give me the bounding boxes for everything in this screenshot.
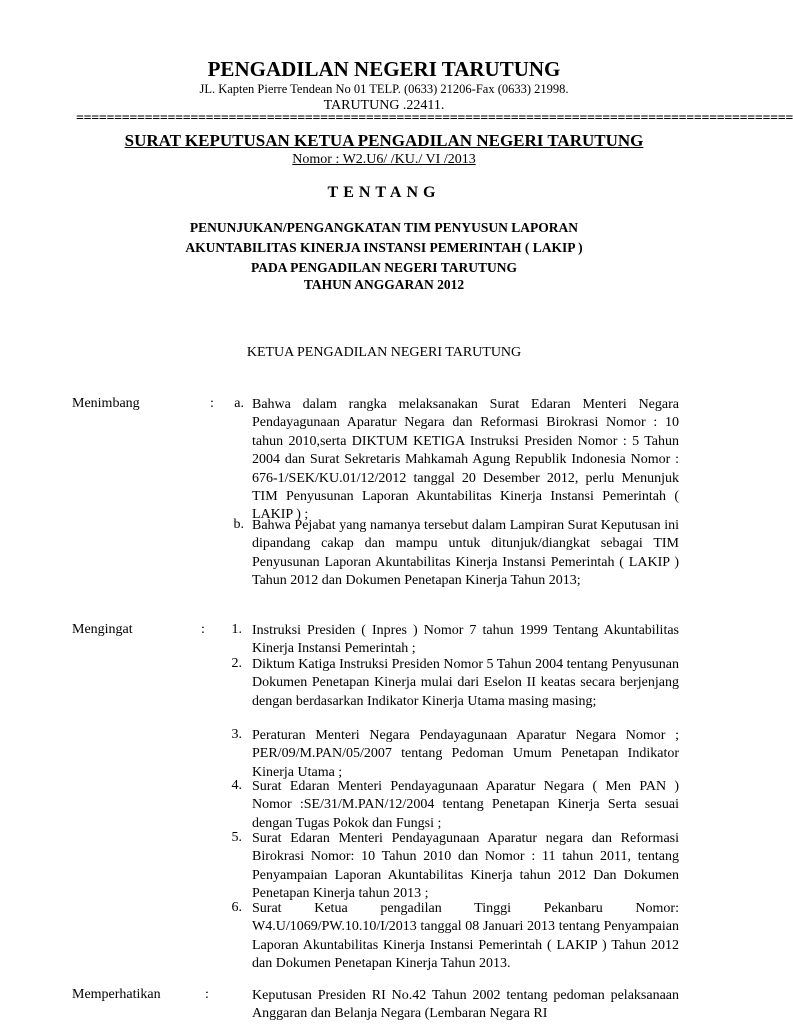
- header-divider: ==============================================================================================: [76, 111, 793, 126]
- tentang-heading: TENTANG: [327, 184, 441, 201]
- menimbang-colon: :: [210, 396, 214, 411]
- mengingat-label: Mengingat: [72, 622, 133, 637]
- menimbang-label: Menimbang: [72, 396, 140, 411]
- decree-number-text: Nomor : W2.U6/ /KU./ VI /2013: [292, 152, 476, 167]
- subject-line-3: PADA PENGADILAN NEGERI TARUTUNG: [251, 260, 517, 275]
- court-city: TARUTUNG .22411.: [323, 98, 445, 113]
- mengingat-mark-2: 2.: [231, 656, 242, 671]
- subject-line-2: AKUNTABILITAS KINERJA INSTANSI PEMERINTAH ( LAKIP ): [185, 240, 583, 255]
- mengingat-mark-6: 6.: [231, 900, 242, 915]
- mengingat-item-4: Surat Edaran Menteri Pendayagunaan Aparatur Negara ( Men PAN ) Nomor :SE/31/M.PAN/12/2004 tentang Penetapan Kinerja Serta sesuai dengan Tugas Pokok dan Fungsi ;: [252, 779, 679, 831]
- court-name: PENGADILAN NEGERI TARUTUNG: [207, 57, 561, 81]
- subject-line-1: PENUNJUKAN/PENGANGKATAN TIM PENYUSUN LAPORAN: [189, 220, 579, 235]
- decree-number: [0, 152, 768, 168]
- mengingat-item-5: Surat Edaran Menteri Pendayagunaan Aparatur negara dan Reformasi Birokrasi Nomor: 10 Tahun 2010 dan Nomor : 11 tahun 2011, tentang Penyampaian Laporan Akuntabilitas Kinerja tahun 2012 Dan Dokumen Penetapan Kinerja tahun 2013 ;: [252, 831, 679, 902]
- mengingat-item-3: Peraturan Menteri Negara Pendayagunaan Aparatur Negara Nomor ; PER/09/M.PAN/05/2007 tentang Pedoman Umum Penetapan Indikator Kinerja Utama ;: [252, 728, 679, 780]
- mengingat-item-6: Surat Ketua pengadilan Tinggi Pekanbaru Nomor: W4.U/1069/PW.10.10/I/2013 tanggal 08 Januari 2013 tentang Penyampaian Laporan Akuntabilitas Kinerja Instansi Pemerintah ( LAKIP ) Tahun 2012 dan Dokumen Penetapan Kinerja Tahun 2013.: [252, 901, 679, 972]
- mengingat-mark-3: 3.: [231, 727, 242, 742]
- memperhatikan-colon: :: [205, 987, 209, 1002]
- mengingat-item-2: Diktum Katiga Instruksi Presiden Nomor 5 Tahun 2004 tentang Penyusunan Dokumen Penetapan Kinerja mulai dari Eselon II keatas secara berjenjang dengan berdasarkan Indikator Kinerja Utama masing masing;: [252, 657, 679, 709]
- memperhatikan-label: Memperhatikan: [72, 987, 161, 1002]
- subject-line-4: TAHUN ANGGARAN 2012: [303, 277, 465, 292]
- memperhatikan-text: Keputusan Presiden RI No.42 Tahun 2002 tentang pedoman pelaksanaan Anggaran dan Belanja Negara (Lembaran Negara RI: [252, 988, 679, 1022]
- mengingat-item-1: Instruksi Presiden ( Inpres ) Nomor 7 tahun 1999 Tentang Akuntabilitas Kinerja Instansi Pemerintah ;: [252, 623, 679, 657]
- mengingat-mark-4: 4.: [231, 778, 242, 793]
- menimbang-item-b: Bahwa Pejabat yang namanya tersebut dalam Lampiran Surat Keputusan ini dipandang cakap dan mampu untuk ditunjuk/diangkat sebagai TIM Penyusunan Laporan Akuntabilitas Kinerja Instansi Pemerintah ( LAKIP ) Tahun 2012 dan Dokumen Penetapan Kinerja Tahun 2013;: [252, 518, 679, 589]
- issuer-heading: KETUA PENGADILAN NEGERI TARUTUNG: [246, 345, 522, 360]
- mengingat-mark-5: 5.: [231, 830, 242, 845]
- decree-title: SURAT KEPUTUSAN KETUA PENGADILAN NEGERI TARUTUNG: [124, 131, 644, 150]
- menimbang-mark-b: b.: [233, 517, 244, 532]
- court-address: JL. Kapten Pierre Tendean No 01 TELP. (0633) 21206-Fax (0633) 21998.: [199, 82, 569, 96]
- menimbang-mark-a: a.: [234, 396, 244, 411]
- menimbang-item-a: Bahwa dalam rangka melaksanakan Surat Edaran Menteri Negara Pendayagunaan Aparatur Negara dan Reformasi Birokrasi Nomor : 10 tahun 2010,serta DIKTUM KETIGA Instruksi Presiden Nomor : 5 Tahun 2004 dan Surat Sekretaris Mahkamah Agung Republik Indonesia Nomor : 676-1/SEK/KU.01/12/2012 tanggal 20 Desember 2012, perlu Menunjuk TIM Penyusunan Laporan Akuntabilitas Kinerja Instansi Pemerintah ( LAKIP ) ;: [252, 397, 679, 523]
- mengingat-mark-1: 1.: [231, 622, 242, 637]
- mengingat-colon: :: [201, 622, 205, 637]
